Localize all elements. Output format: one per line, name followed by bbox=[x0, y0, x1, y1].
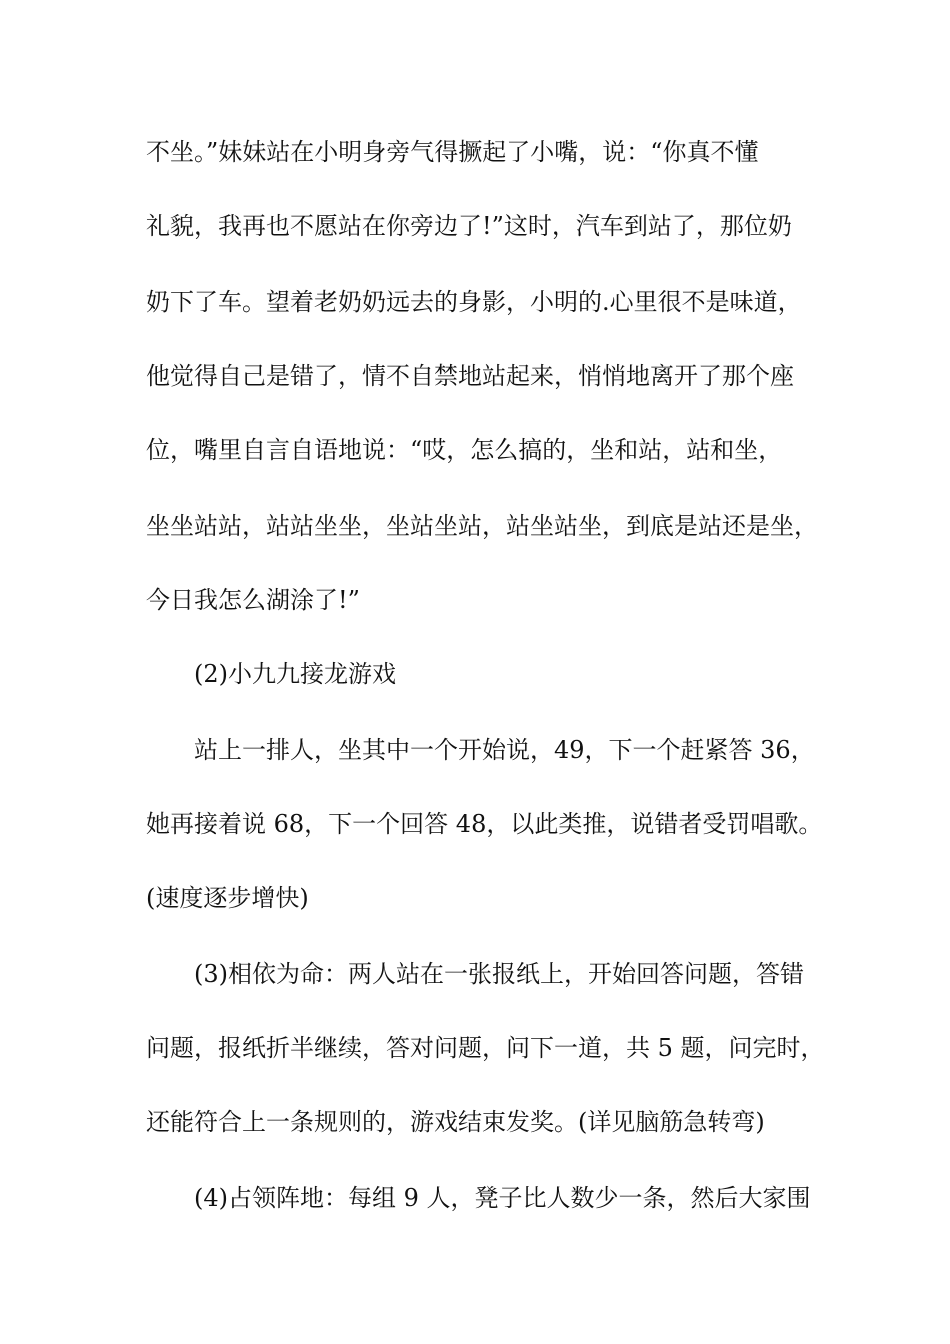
text-line: 她再接着说 68，下一个回答 48，以此类推，说错者受罚唱歌。 bbox=[146, 810, 823, 838]
text-line: 问题，报纸折半继续，答对问题，问下一道，共 5 题，问完时， bbox=[146, 1034, 825, 1062]
text-line: 不坐。”妹妹站在小明身旁气得撅起了小嘴，说：“你真不懂 bbox=[146, 138, 759, 166]
section-heading: (2)小九九接龙游戏 bbox=[194, 660, 396, 688]
text-line: (4)占领阵地：每组 9 人，凳子比人数少一条，然后大家围 bbox=[194, 1184, 811, 1212]
text-line: 位，嘴里自言自语地说：“哎，怎么搞的，坐和站，站和坐， bbox=[146, 436, 783, 464]
text-line: (3)相依为命：两人站在一张报纸上，开始回答问题，答错 bbox=[194, 960, 804, 988]
text-line: 今日我怎么湖涂了!” bbox=[146, 586, 360, 614]
text-line: 奶下了车。望着老奶奶远去的身影，小明的.心里很不是味道， bbox=[146, 288, 802, 316]
text-line: 坐坐站站，站站坐坐，坐站坐站，站坐站坐，到底是站还是坐， bbox=[146, 512, 818, 540]
text-line: 站上一排人，坐其中一个开始说，49，下一个赶紧答 36， bbox=[194, 736, 815, 764]
text-line: 礼貌，我再也不愿站在你旁边了!”这时，汽车到站了，那位奶 bbox=[146, 212, 792, 240]
text-line: 还能符合上一条规则的，游戏结束发奖。(详见脑筋急转弯) bbox=[146, 1108, 765, 1136]
text-line: 他觉得自己是错了，情不自禁地站起来，悄悄地离开了那个座 bbox=[146, 362, 794, 390]
text-line: (速度逐步增快) bbox=[146, 884, 309, 912]
